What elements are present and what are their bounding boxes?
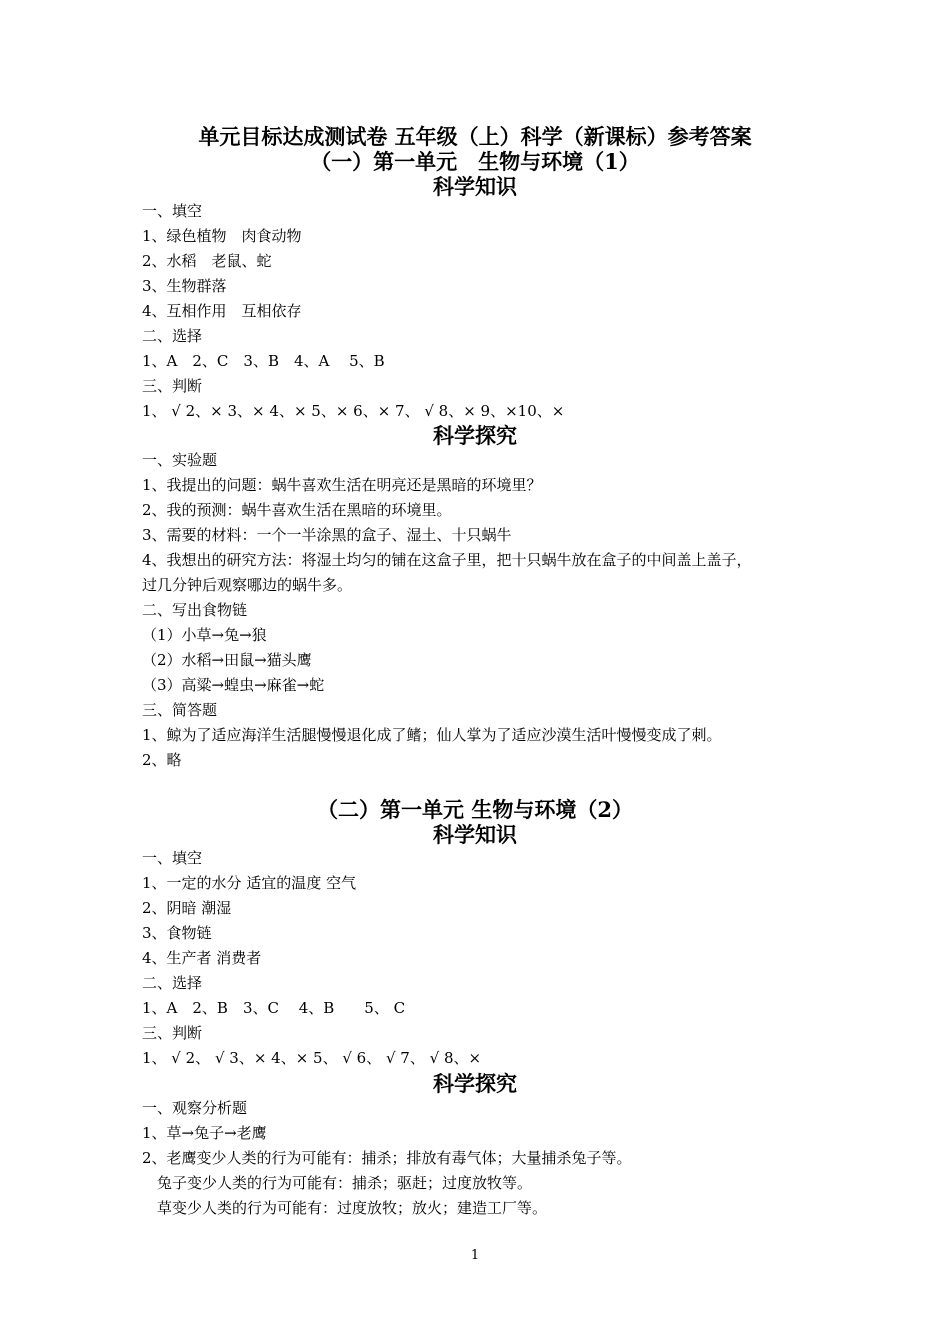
answer-line: 1、A 2、C 3、B 4、A 5、B (142, 352, 385, 370)
document-title: 单元目标达成测试卷 五年级（上）科学（新课标）参考答案 (198, 124, 752, 149)
answer-line: 过几分钟后观察哪边的蜗牛多。 (142, 576, 353, 594)
answer-line: 3、食物链 (142, 924, 212, 942)
answer-line: 一、填空 (142, 202, 203, 220)
answer-line: 三、简答题 (142, 701, 218, 719)
answer-line: 一、观察分析题 (142, 1099, 248, 1117)
part1-heading: （一）第一单元 生物与环境（1） (310, 149, 640, 174)
answer-line: 1、 √ 2、 √ 3、× 4、× 5、 √ 6、 √ 7、 √ 8、× (142, 1049, 482, 1067)
answer-line: 兔子变少人类的行为可能有：捕杀；驱赶；过度放牧等。 (142, 1174, 533, 1192)
answer-line: 二、写出食物链 (142, 601, 248, 619)
answer-line: 4、互相作用 互相依存 (142, 302, 302, 320)
answer-line: 一、填空 (142, 849, 203, 867)
answer-line: 1、我提出的问题：蜗牛喜欢生活在明亮还是黑暗的环境里？ (142, 476, 542, 494)
answer-line: 1、A 2、B 3、C 4、B 5、 C (142, 999, 406, 1017)
part1-inquiry-heading: 科学探究 (433, 423, 517, 448)
answer-line: 三、判断 (142, 377, 203, 395)
answer-line: 2、水稻 老鼠、蛇 (142, 252, 272, 270)
page-number: 1 (470, 1248, 480, 1263)
answer-line: 2、老鹰变少人类的行为可能有：捕杀；排放有毒气体；大量捕杀兔子等。 (142, 1149, 632, 1167)
part2-knowledge-heading: 科学知识 (433, 822, 517, 847)
answer-line: 1、绿色植物 肉食动物 (142, 227, 302, 245)
answer-line: 1、一定的水分 适宜的温度 空气 (142, 874, 357, 892)
answer-line: （2）水稻→田鼠→猫头鹰 (142, 651, 312, 669)
answer-line: 2、阴暗 潮湿 (142, 899, 232, 917)
answer-line: 2、我的预测：蜗牛喜欢生活在黑暗的环境里。 (142, 501, 452, 519)
answer-line: （3）高粱→蝗虫→麻雀→蛇 (142, 676, 325, 694)
answer-line: 三、判断 (142, 1024, 203, 1042)
answer-line: 二、选择 (142, 974, 203, 992)
answer-line: 3、生物群落 (142, 277, 227, 295)
answer-line: 4、生产者 消费者 (142, 949, 262, 967)
answer-line: 3、需要的材料：一个一半涂黑的盒子、湿土、十只蜗牛 (142, 526, 512, 544)
answer-line: 一、实验题 (142, 451, 218, 469)
part2-heading: （二）第一单元 生物与环境（2） (317, 797, 633, 822)
answer-line: 1、 √ 2、× 3、× 4、× 5、× 6、× 7、 √ 8、× 9、×10、× (142, 402, 565, 420)
answer-line: 草变少人类的行为可能有：过度放牧；放火；建造工厂等。 (142, 1199, 548, 1217)
answer-line: 1、草→兔子→老鹰 (142, 1124, 267, 1142)
answer-line: 二、选择 (142, 327, 203, 345)
part2-inquiry-heading: 科学探究 (433, 1071, 517, 1096)
answer-line: 1、鲸为了适应海洋生活腿慢慢退化成了鳍；仙人掌为了适应沙漠生活叶慢慢变成了刺。 (142, 726, 722, 744)
answer-line: （1）小草→兔→狼 (142, 626, 267, 644)
part1-knowledge-heading: 科学知识 (433, 174, 517, 199)
answer-line: 2、略 (142, 751, 182, 769)
answer-line: 4、我想出的研究方法：将湿土均匀的铺在这盒子里，把十只蜗牛放在盒子的中间盖上盖子， (142, 551, 752, 569)
